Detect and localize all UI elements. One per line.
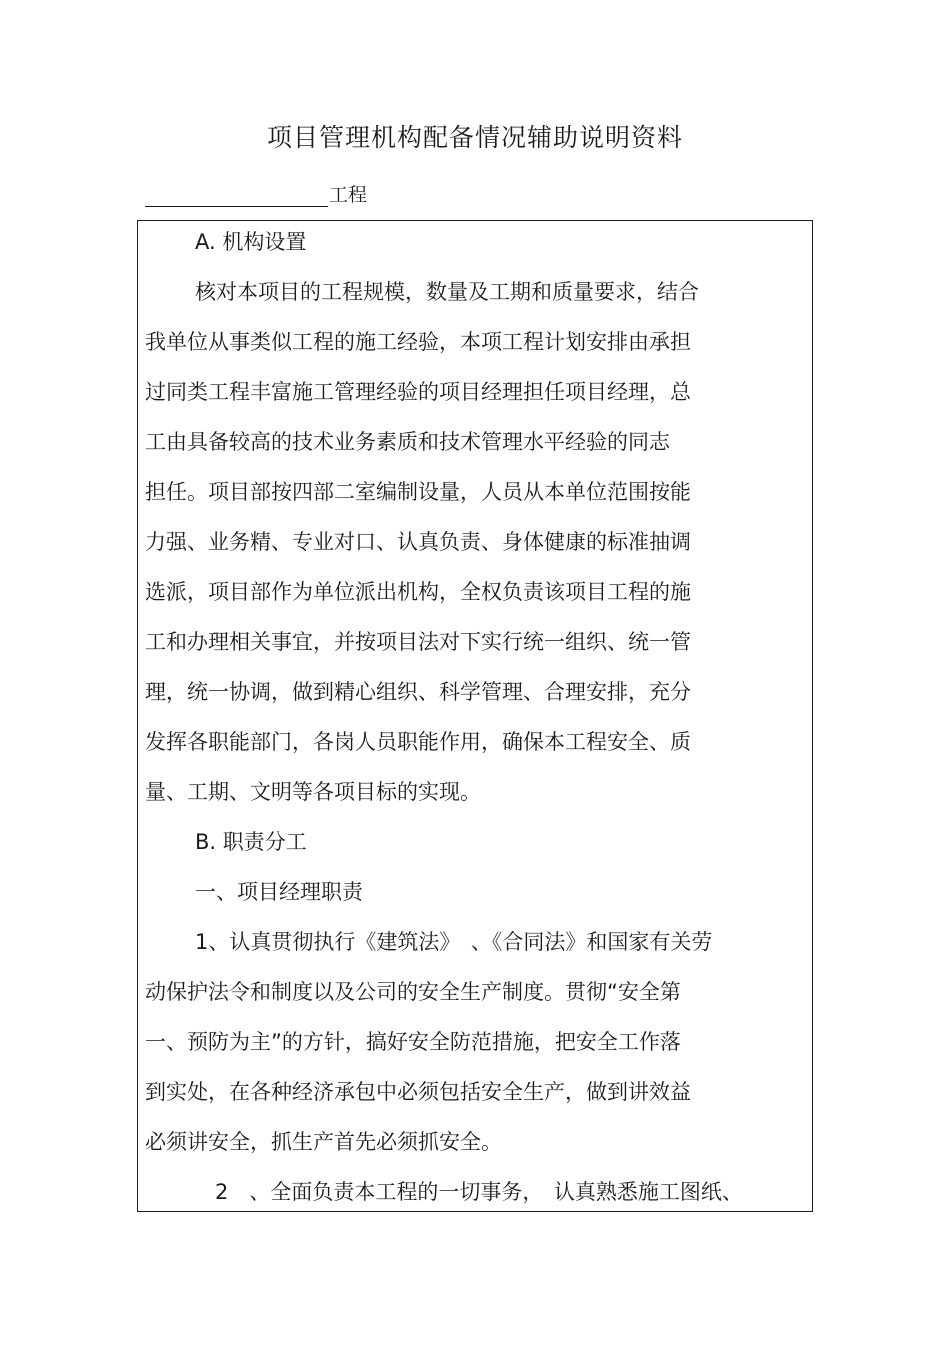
- subsection-heading: 一、项目经理职责: [195, 880, 363, 904]
- paragraph-line: 2 、全面负责本工程的一切事务， 认真熟悉施工图纸、: [215, 1180, 743, 1204]
- paragraph-line: 选派，项目部作为单位派出机构，全权负责该项目工程的施: [145, 580, 691, 604]
- paragraph-line: 必须讲安全，抓生产首先必须抓安全。: [145, 1130, 502, 1154]
- paragraph-line: 力强、业务精、专业对口、认真负责、身体健康的标准抽调: [145, 530, 691, 554]
- paragraph-line: 工和办理相关事宜，并按项目法对下实行统一组织、统一管: [145, 630, 691, 654]
- paragraph-line: 一、预防为主”的方针，搞好安全防范措施，把安全工作落: [145, 1030, 681, 1054]
- project-suffix: 工程: [329, 184, 368, 206]
- section-heading-a: A. 机构设置: [195, 230, 307, 254]
- paragraph-line: 量、工期、文明等各项目标的实现。: [145, 780, 481, 804]
- project-name-line: [145, 180, 367, 207]
- paragraph-line: 过同类工程丰富施工管理经验的项目经理担任项目经理，总: [145, 380, 691, 404]
- paragraph-line: 我单位从事类似工程的施工经验，本项工程计划安排由承担: [145, 330, 691, 354]
- paragraph-line: 工由具备较高的技术业务素质和技术管理水平经验的同志: [145, 430, 670, 454]
- paragraph-line: 核对本项目的工程规模，数量及工期和质量要求，结合: [195, 280, 699, 304]
- document-title: 项目管理机构配备情况辅助说明资料: [266, 123, 683, 152]
- section-heading-b: B. 职责分工: [195, 830, 307, 854]
- paragraph-line: 1、认真贯彻执行《建筑法》 、《合同法》和国家有关劳: [195, 930, 713, 954]
- paragraph-line: 动保护法令和制度以及公司的安全生产制度。贯彻“安全第: [145, 980, 681, 1004]
- project-name-blank: [145, 185, 328, 207]
- paragraph-line: 发挥各职能部门，各岗人员职能作用，确保本工程安全、质: [145, 730, 691, 754]
- paragraph-line: 理，统一协调，做到精心组织、科学管理、合理安排，充分: [145, 680, 691, 704]
- content-box: [137, 220, 813, 1212]
- paragraph-line: 到实处，在各种经济承包中必须包括安全生产，做到讲效益: [145, 1080, 691, 1104]
- paragraph-line: 担任。项目部按四部二室编制设量，人员从本单位范围按能: [145, 480, 691, 504]
